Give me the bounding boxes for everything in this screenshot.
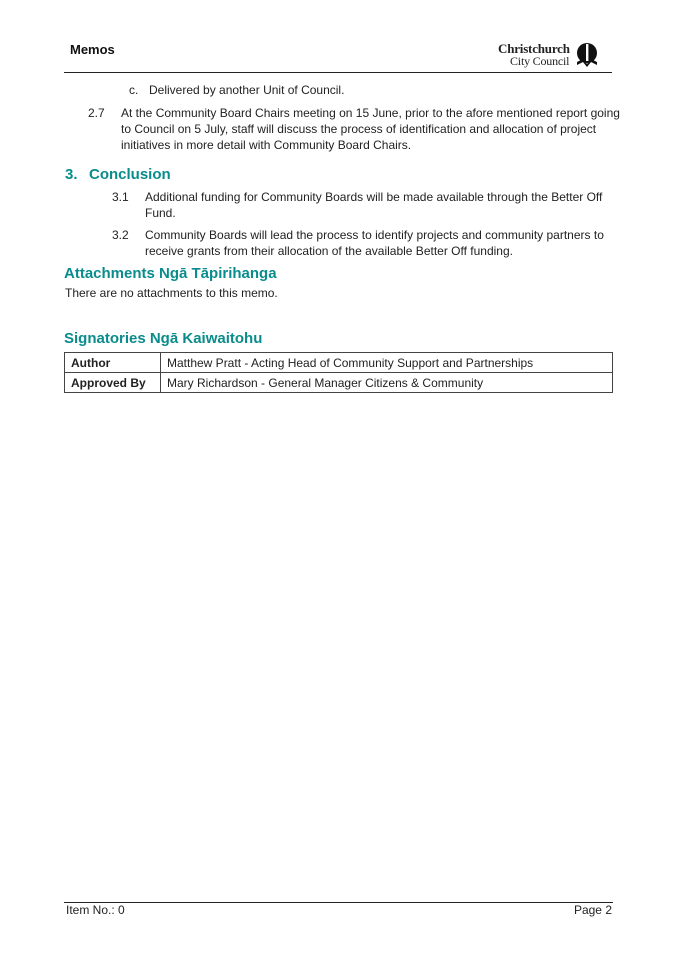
para-2-7-line-1: At the Community Board Chairs meeting on 15 June, prior to the afore mentioned report going	[121, 106, 620, 120]
para-2-7-line-3: initiatives in more detail with Community Board Chairs.	[121, 138, 412, 152]
para-3-2-line-1: Community Boards will lead the process to identify projects and community partners to	[145, 228, 604, 242]
signatories-heading: Signatories Ngā Kaiwaitohu	[64, 330, 263, 347]
council-logo	[498, 41, 602, 69]
section-3-heading: Conclusion	[89, 166, 171, 183]
footer-page-number: Page 2	[573, 903, 612, 917]
attachments-text: There are no attachments to this memo.	[65, 286, 278, 300]
footer-item-number: Item No.: 0	[66, 903, 125, 917]
header-rule	[64, 72, 612, 73]
approved-by-label: Approved By	[65, 373, 161, 393]
header-title: Memos	[70, 42, 115, 57]
cathedral-icon	[575, 42, 599, 68]
para-2-7-line-2: to Council on 5 July, staff will discuss the process of identification and allocation of project	[121, 122, 597, 136]
para-3-1-number: 3.1	[112, 190, 129, 204]
para-2-7-number: 2.7	[88, 106, 105, 120]
para-3-1-line-1: Additional funding for Community Boards will be made available through the Better Off	[145, 190, 603, 204]
logo-line-1: Christchurch	[498, 41, 570, 56]
signatories-table	[64, 352, 613, 393]
author-label: Author	[65, 353, 161, 373]
table-row	[65, 373, 613, 393]
item-c-text: Delivered by another Unit of Council.	[149, 83, 345, 97]
attachments-heading: Attachments Ngā Tāpirihanga	[64, 265, 277, 282]
para-3-2-line-2: receive grants from their allocation of the available Better Off funding.	[145, 244, 513, 258]
footer-rule	[64, 902, 613, 903]
para-3-1-line-2: Fund.	[145, 206, 176, 220]
section-3-number: 3.	[65, 166, 78, 183]
table-row	[65, 353, 613, 373]
approved-by-value: Mary Richardson - General Manager Citizens & Community	[161, 373, 613, 393]
logo-line-2: City Council	[510, 54, 570, 68]
para-3-2-number: 3.2	[112, 228, 129, 242]
item-c-label: c.	[129, 83, 139, 97]
author-value: Matthew Pratt - Acting Head of Community Support and Partnerships	[161, 353, 613, 373]
